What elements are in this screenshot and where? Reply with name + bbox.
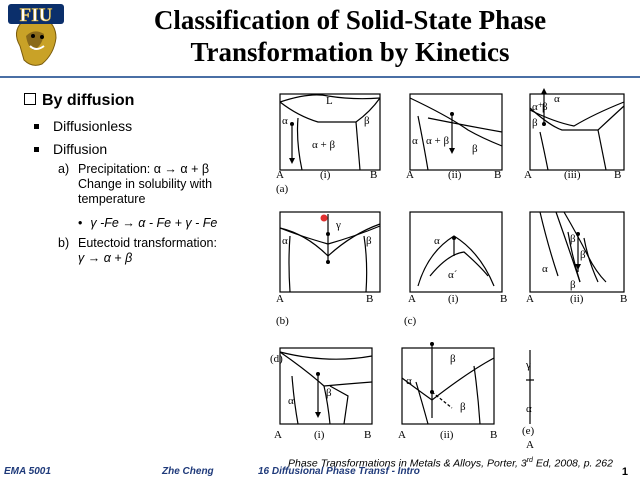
diagram-label: B bbox=[366, 293, 374, 305]
diagram-label: B bbox=[370, 169, 378, 181]
diagram-label: α bbox=[412, 135, 418, 147]
diagram-label: α + β bbox=[312, 139, 336, 151]
title-divider bbox=[0, 76, 640, 78]
sub-item-precipitation: a) Precipitation: α → α + β Change in solubility with temperature bbox=[58, 162, 253, 207]
diagram-label: + bbox=[538, 100, 544, 110]
diagram-label: A bbox=[406, 169, 414, 181]
diagram-label: β bbox=[450, 353, 456, 365]
diagram-label: γ bbox=[336, 219, 341, 231]
diagram-label: A bbox=[524, 169, 532, 181]
square-bullet-icon bbox=[34, 124, 39, 129]
footer-course: EMA 5001 bbox=[4, 466, 51, 477]
diagram-label: β bbox=[532, 117, 538, 129]
diagram-label: α bbox=[282, 115, 288, 127]
phase-diagrams-figure bbox=[268, 86, 638, 458]
diagram-label: (b) bbox=[276, 315, 289, 327]
diagram-label: (i) bbox=[314, 429, 325, 441]
diagram-label: β bbox=[472, 143, 478, 155]
diagram-label: B bbox=[620, 293, 628, 305]
solubility-line: Change in solubility with bbox=[78, 177, 213, 191]
diagram-label: (i) bbox=[320, 169, 331, 181]
diagram-label: (c) bbox=[404, 315, 417, 327]
diagram-label: β bbox=[366, 235, 372, 247]
diagram-label: B bbox=[614, 169, 622, 181]
slide-title bbox=[70, 4, 630, 68]
diagram-label: α bbox=[434, 235, 440, 247]
diagram-label: B bbox=[490, 429, 498, 441]
page-number: 1 bbox=[621, 466, 628, 478]
temperature-line: temperature bbox=[78, 192, 146, 206]
checkbox-bullet-icon bbox=[24, 93, 36, 105]
diagram-label: α bbox=[526, 403, 532, 415]
citation: Phase Transformations in Metals & Alloys, Porter, 3rd Ed, 2008, p. 262 bbox=[288, 457, 613, 470]
sub-item-eutectoid: b) Eutectoid transformation: γ → α + β bbox=[58, 236, 253, 266]
diagram-label: γ bbox=[526, 359, 531, 371]
diagram-label: L bbox=[326, 95, 333, 107]
diagram-label: (ii) bbox=[448, 169, 462, 181]
diagram-label: A bbox=[398, 429, 406, 441]
diagram-label: α bbox=[282, 235, 288, 247]
footer-author: Zhe Cheng bbox=[162, 466, 214, 477]
diagram-label: (a) bbox=[276, 183, 289, 195]
diagram-label: β bbox=[580, 249, 586, 261]
red-marker-icon bbox=[321, 215, 328, 222]
diagram-label: B bbox=[494, 169, 502, 181]
diagram-label: β bbox=[570, 279, 576, 291]
diagram-label: α bbox=[554, 93, 560, 105]
diagram-label: α´ bbox=[448, 269, 458, 281]
diagram-label: α bbox=[288, 395, 294, 407]
diagram-label: α bbox=[542, 263, 548, 275]
diagram-label: (ii) bbox=[570, 293, 584, 305]
diagram-label: β bbox=[570, 233, 576, 245]
heading-by-diffusion: By diffusion bbox=[24, 92, 134, 110]
diagram-label: (d) bbox=[270, 353, 283, 365]
diagram-label: A bbox=[408, 293, 416, 305]
square-bullet-icon bbox=[34, 147, 39, 152]
diagram-label: β bbox=[364, 115, 370, 127]
diagram-label: A bbox=[276, 169, 284, 181]
diagram-label: (ii) bbox=[440, 429, 454, 441]
eutectoid-line: Eutectoid transformation: bbox=[78, 236, 217, 250]
diagram-label: (iii) bbox=[564, 169, 581, 181]
diagram-label: A bbox=[526, 293, 534, 305]
diagram-label: B bbox=[500, 293, 508, 305]
title-line-1: Classification of Solid-State Phase bbox=[153, 5, 547, 35]
diagram-label: B bbox=[364, 429, 372, 441]
logo-text: FIU bbox=[19, 5, 53, 26]
diagram-label: α bbox=[532, 101, 538, 113]
diagram-label: β bbox=[460, 401, 466, 413]
diagram-label: β bbox=[326, 387, 332, 399]
eutectoid-reaction: γ → α + β bbox=[78, 251, 133, 265]
bullet-diffusion: Diffusion bbox=[34, 141, 107, 158]
fiu-logo bbox=[6, 2, 66, 70]
diagram-label: A bbox=[274, 429, 282, 441]
footer-lecture: 16 Diffusional Phase Transf - Intro bbox=[258, 466, 420, 477]
diagram-label: (e) bbox=[522, 425, 535, 437]
diagram-label: β bbox=[542, 101, 548, 113]
diagram-label: α + β bbox=[426, 135, 450, 147]
diagram-label: α bbox=[406, 375, 412, 387]
precipitation-line: Precipitation: α → α + β bbox=[78, 162, 210, 176]
diagram-label: A bbox=[526, 439, 534, 451]
diagram-label: A bbox=[276, 293, 284, 305]
diagram-label: (i) bbox=[448, 293, 459, 305]
bullet-diffusionless: Diffusionless bbox=[34, 118, 132, 135]
iron-example: • γ -Fe → α - Fe + γ - Fe bbox=[78, 216, 218, 230]
title-line-2: Transformation by Kinetics bbox=[190, 37, 510, 67]
